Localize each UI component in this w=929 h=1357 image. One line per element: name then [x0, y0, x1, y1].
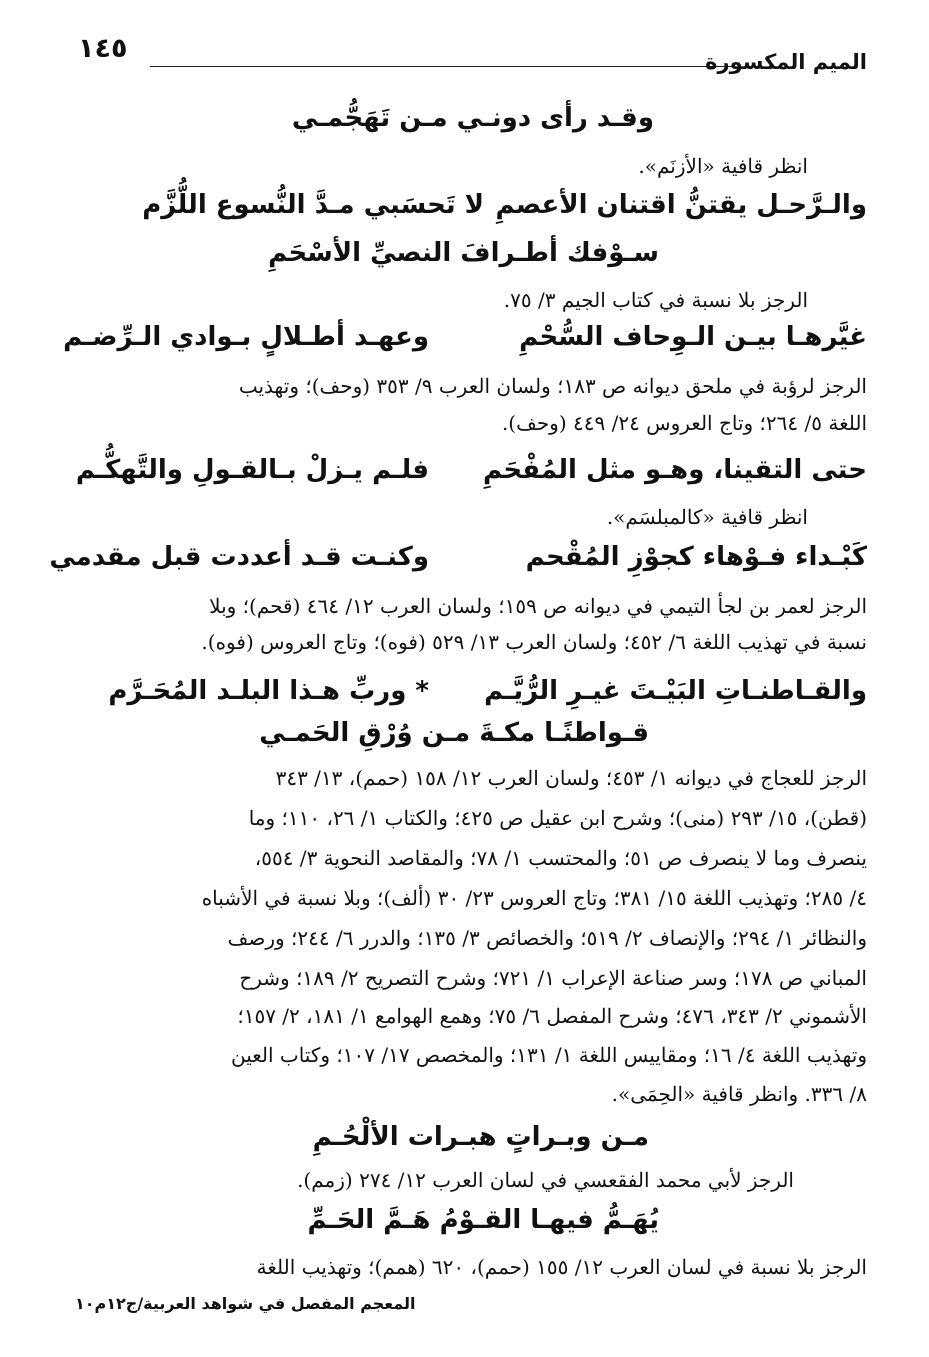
verse-line: وكنـت قـد أعددت قبل مقدمي — [49, 542, 429, 572]
page-number: ١٤٥ — [78, 33, 128, 64]
note-line: الأشموني ٢/ ٣٤٣، ٤٧٦؛ وشرح المفصل ٦/ ٧٥؛ وهمع الهوامع ١/ ١٨١، ٢/ ١٥٧؛ — [237, 1004, 867, 1028]
verse-line: وعهـد أطـلالٍ بـوادي الـرِّضـم — [63, 322, 429, 352]
verse-line: والقـاطنـاتِ البَيْـتَ غيـرِ الرُّيَّـم — [484, 676, 867, 706]
header-rule — [150, 66, 734, 67]
footer-signature: المعجم المفصل في شواهد العربية/ج١٢م١٠ — [75, 1294, 416, 1313]
verse-line: فلـم يـزلْ بـالقـولِ والتَّهكُّـم — [75, 455, 429, 485]
running-title: الميم المكسورة — [705, 50, 867, 74]
note-line: اللغة ٥/ ٢٦٤؛ وتاج العروس ٢٤/ ٤٤٩ (وحف). — [501, 411, 867, 435]
verse-line: والـرَّحـل يقتنُّ اقتنان الأعصمِ — [495, 190, 867, 220]
note-line: انظر قافية «كالمبلسَم». — [606, 505, 808, 529]
note-line: نسبة في تهذيب اللغة ٦/ ٤٥٢؛ ولسان العرب ١٣/ ٥٢٩ (فوه)؛ وتاج العروس (فوه). — [201, 630, 867, 654]
note-line: وتهذيب اللغة ٤/ ١٦؛ ومقاييس اللغة ١/ ١٣١؛ والمخصص ١٧/ ١٠٧؛ وكتاب العين — [230, 1043, 867, 1067]
note-line: الرجز بلا نسبة في كتاب الجيم ٣/ ٧٥. — [503, 288, 808, 312]
verse-line: كَبْـداء فـوْهاء كجوْزِ المُقْحم — [525, 542, 867, 572]
note-line: ينصرف وما لا ينصرف ص ٥١؛ والمحتسب ١/ ٧٨؛ والمقاصد النحوية ٣/ ٥٥٤، — [254, 846, 867, 870]
note-line: الرجز بلا نسبة في لسان العرب ١٢/ ١٥٥ (حمم)، ٦٢٠ (همم)؛ وتهذيب اللغة — [256, 1255, 867, 1279]
verse-line: غيَّرهـا بيـن الـوِحاف السُّحْمِ — [519, 322, 867, 352]
verse-line: مـن وبـراتٍ هبـرات الألْحُـمِ — [312, 1122, 649, 1152]
note-line: ٨/ ٣٣٦. وانظر قافية «الحِمَى». — [611, 1082, 867, 1106]
verse-line: سـوْفك أطـرافَ النصيِّ الأسْحَمِ — [268, 238, 659, 268]
verse-line: وقـد رأى دونـي مـن تَهَجُّمـي — [291, 103, 654, 133]
note-line: والنظائر ١/ ٢٩٤؛ والإنصاف ٢/ ٥١٩؛ والخصائص ٣/ ١٣٥؛ والدرر ٦/ ٢٤٤؛ ورصف — [227, 926, 867, 950]
verse-line: لا تَحسَبي مـدَّ النُّسوع اللُّزَّم — [142, 190, 484, 220]
verse-line: قـواطنًـا مكـةَ مـن وُرْقِ الحَمـي — [259, 718, 649, 748]
verse-line: يُهَـمُّ فيهـا القـوْمُ هَـمَّ الحَـمِّ — [307, 1205, 659, 1235]
verse-line: * وربِّ هـذا البلـد المُحَـرَّم — [108, 676, 429, 706]
note-line: انظر قافية «الأزنَم». — [638, 154, 808, 178]
note-line: الرجز للعجاج في ديوانه ١/ ٤٥٣؛ ولسان العرب ١٢/ ١٥٨ (حمم)، ١٣/ ٣٤٣ — [275, 766, 867, 790]
note-line: (قطن)، ١٥/ ٢٩٣ (منى)؛ وشرح ابن عقيل ص ٤٢٥؛ والكتاب ١/ ٢٦، ١١٠؛ وما — [248, 806, 867, 830]
note-line: الرجز لرؤبة في ملحق ديوانه ص ١٨٣؛ ولسان العرب ٩/ ٣٥٣ (وحف)؛ وتهذيب — [238, 374, 867, 398]
note-line: الرجز لأبي محمد الفقعسي في لسان العرب ١٢/ ٢٧٤ (زمم). — [297, 1168, 794, 1192]
verse-line: حتى التقينا، وهـو مثل المُفْحَمِ — [483, 455, 867, 485]
note-line: ٤/ ٢٨٥؛ وتهذيب اللغة ١٥/ ٣٨١؛ وتاج العروس ٢٣/ ٣٠ (ألف)؛ وبلا نسبة في الأشباه — [201, 886, 867, 910]
note-line: المباني ص ١٧٨؛ وسر صناعة الإعراب ١/ ٧٢١؛ وشرح التصريح ٢/ ١٨٩؛ وشرح — [239, 966, 867, 990]
note-line: الرجز لعمر بن لجأ التيمي في ديوانه ص ١٥٩؛ ولسان العرب ١٢/ ٤٦٤ (قحم)؛ وبلا — [209, 594, 867, 618]
